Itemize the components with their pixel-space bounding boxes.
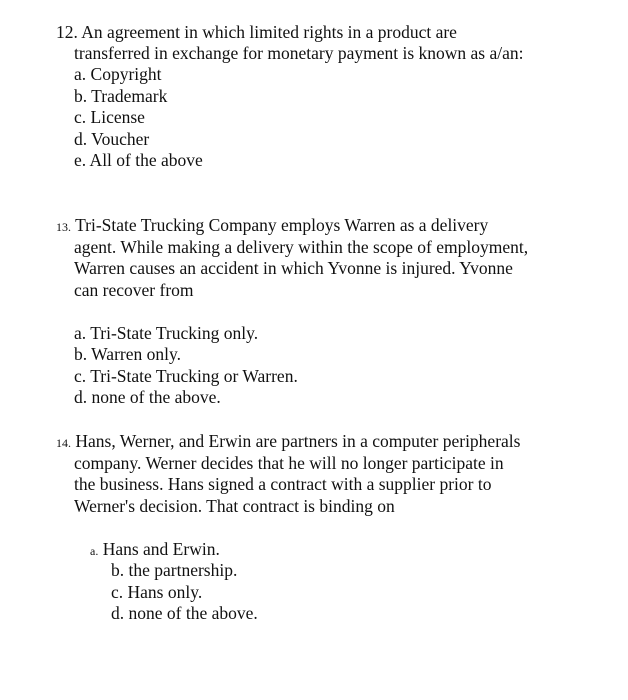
question-14-stem-line-1: Hans, Werner, and Erwin are partners in a computer peripherals bbox=[75, 431, 521, 451]
question-14-option-b: b. the partnership. bbox=[111, 560, 238, 580]
question-13-line-1 bbox=[56, 215, 488, 238]
question-14-stem-line-4: Werner's decision. That contract is binding on bbox=[74, 496, 395, 516]
question-12-option-d: d. Voucher bbox=[74, 129, 150, 149]
question-13-number: 13. bbox=[56, 220, 71, 234]
question-14-option-a-letter: a. bbox=[90, 544, 99, 558]
question-14-option-d: d. none of the above. bbox=[111, 603, 258, 623]
question-13-option-b: b. Warren only. bbox=[74, 344, 181, 364]
question-12-option-a: a. Copyright bbox=[74, 64, 162, 84]
question-12-stem-line-1: An agreement in which limited rights in a product are bbox=[81, 22, 457, 42]
question-14-stem-line-3: the business. Hans signed a contract with a supplier prior to bbox=[74, 474, 492, 494]
question-13-stem-line-3: Warren causes an accident in which Yvonne is injured. Yvonne bbox=[74, 258, 513, 278]
question-13-stem-line-2: agent. While making a delivery within the scope of employment, bbox=[74, 237, 529, 257]
question-14-option-a bbox=[90, 539, 220, 562]
question-14-stem-line-2: company. Werner decides that he will no longer participate in bbox=[74, 453, 504, 473]
question-13-stem-line-4: can recover from bbox=[74, 280, 194, 300]
question-14-option-a-text: Hans and Erwin. bbox=[102, 539, 220, 559]
question-12-stem-line-2: transferred in exchange for monetary payment is known as a/an: bbox=[74, 43, 524, 63]
question-12-option-e: e. All of the above bbox=[74, 150, 203, 170]
question-12-line-1 bbox=[56, 22, 457, 43]
question-13-stem-line-1: Tri-State Trucking Company employs Warren as a delivery bbox=[75, 215, 489, 235]
question-14-option-c: c. Hans only. bbox=[111, 582, 203, 602]
question-13-option-a: a. Tri-State Trucking only. bbox=[74, 323, 259, 343]
question-13-option-d: d. none of the above. bbox=[74, 387, 221, 407]
question-12-option-b: b. Trademark bbox=[74, 86, 168, 106]
question-12-option-c: c. License bbox=[74, 107, 145, 127]
question-14-line-1 bbox=[56, 431, 520, 454]
question-13-option-c: c. Tri-State Trucking or Warren. bbox=[74, 366, 298, 386]
question-12-number: 12. bbox=[56, 22, 78, 42]
question-14-number: 14. bbox=[56, 436, 71, 450]
